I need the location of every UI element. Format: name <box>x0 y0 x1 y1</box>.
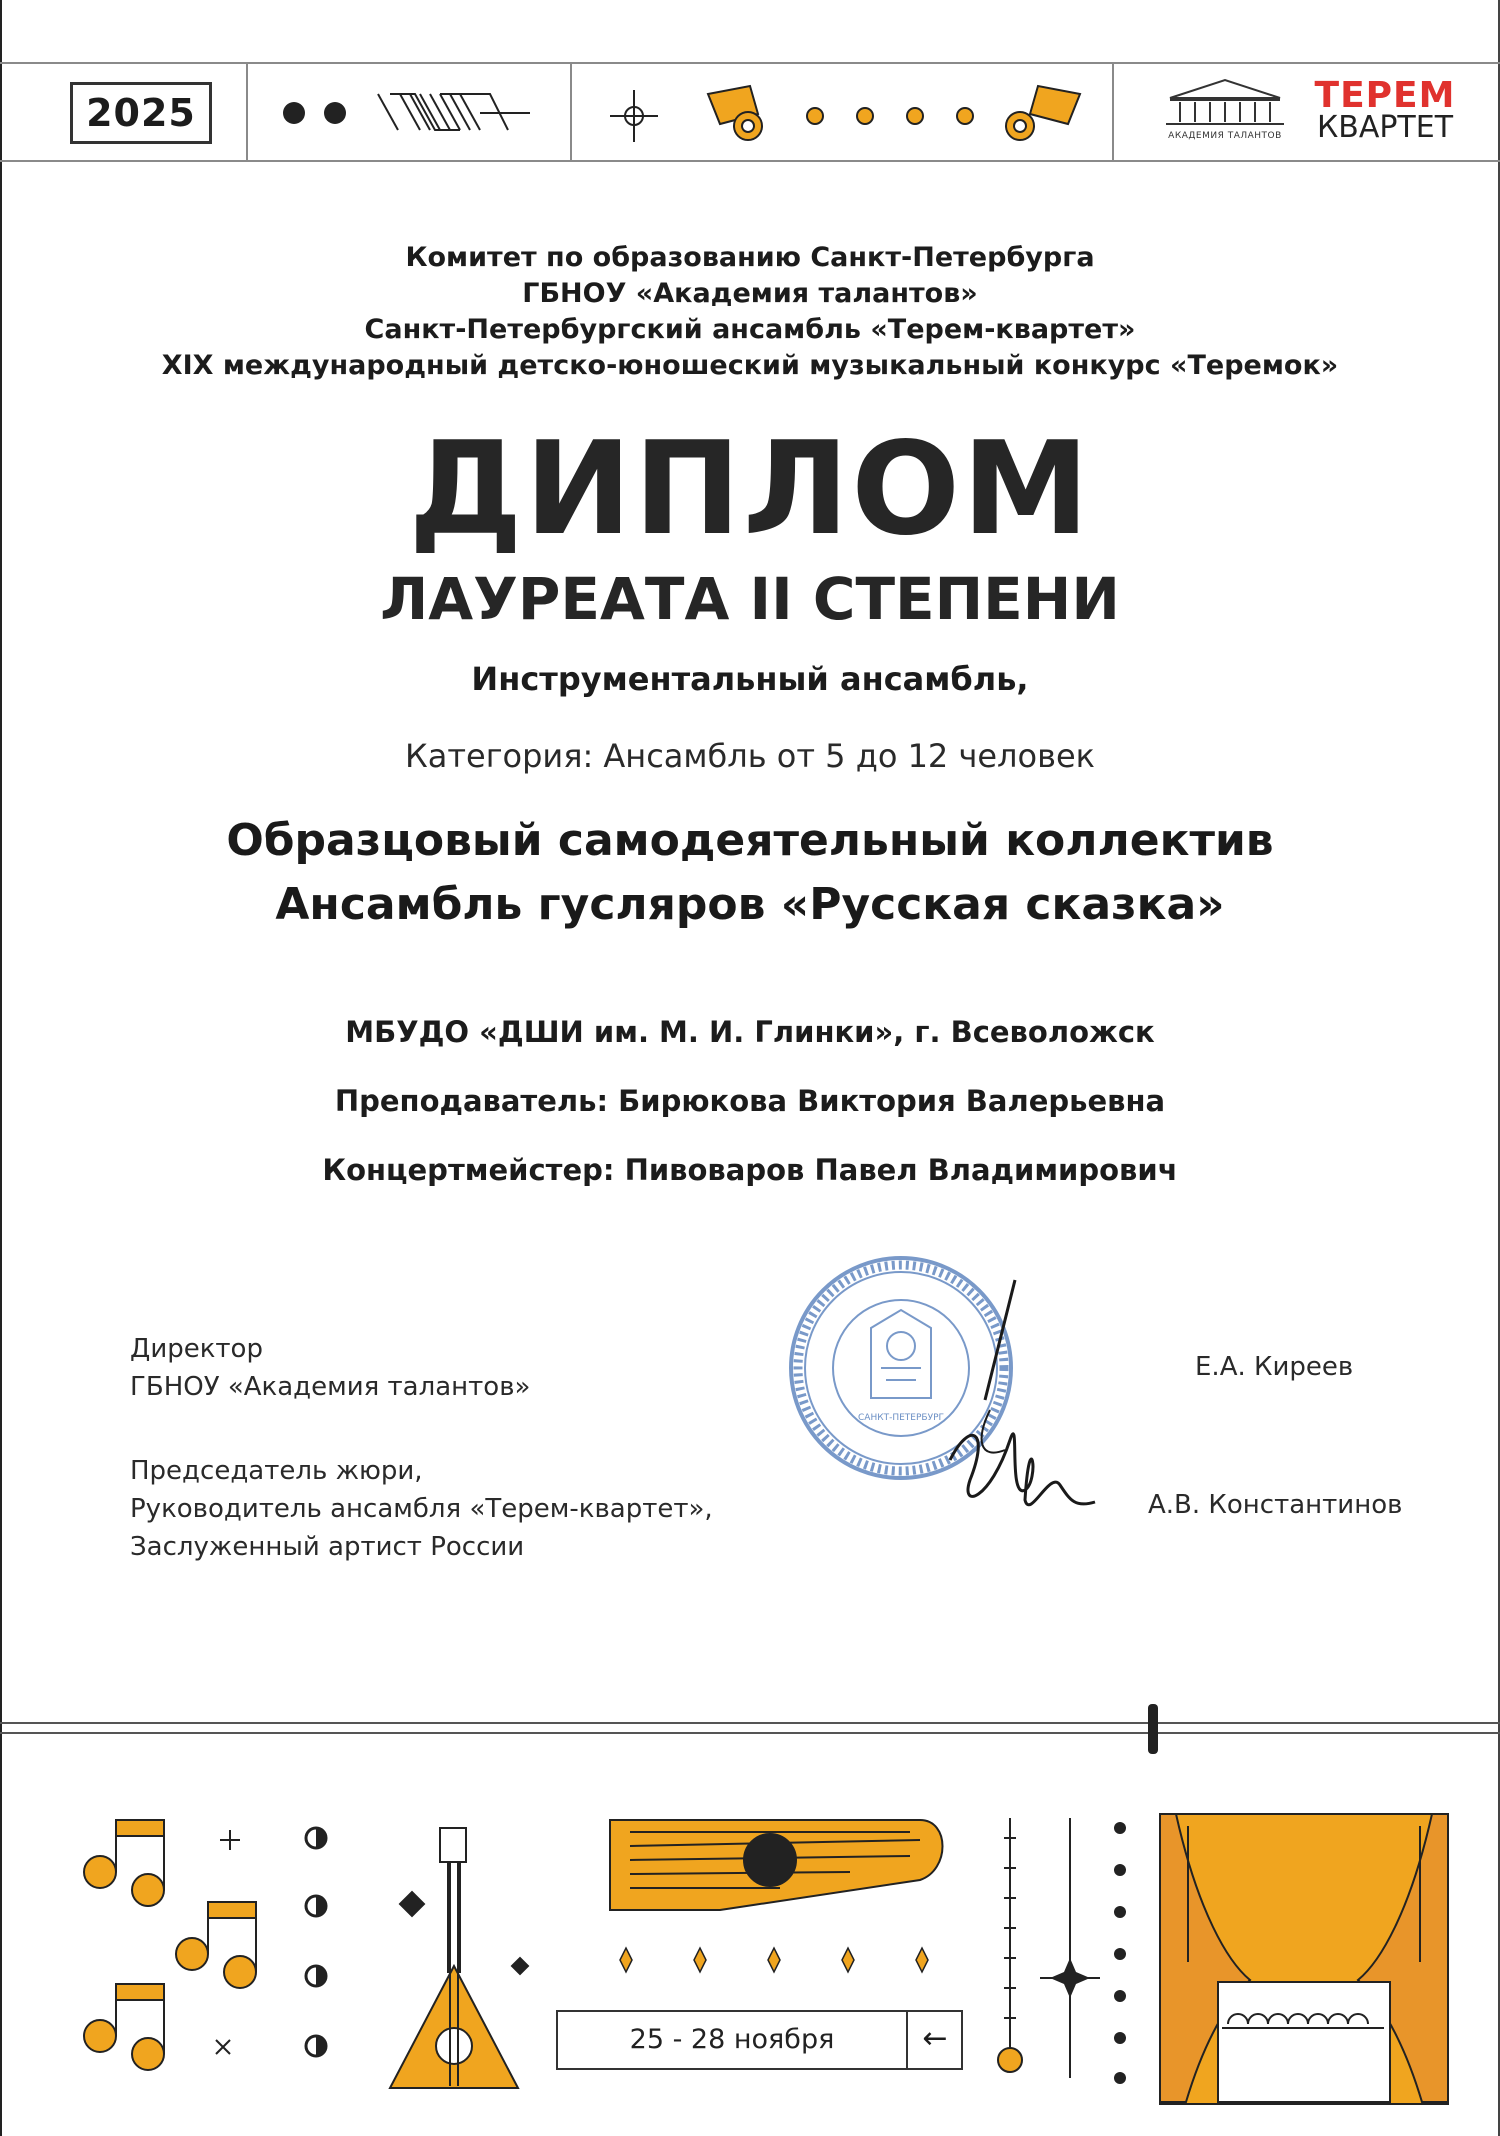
terem-logo-line1: ТЕРЕМ <box>1314 75 1456 116</box>
jury-label: Руководитель ансамбля «Терем-квартет», <box>130 1494 713 1524</box>
jury-name: А.В. Константинов <box>1148 1490 1403 1520</box>
signature-icon <box>930 1270 1120 1580</box>
header-pattern-icon <box>280 86 540 142</box>
header-divider <box>1112 62 1114 162</box>
metronome-icon <box>990 1808 1150 2108</box>
dates-box <box>556 2010 963 2070</box>
terem-logo-line2: КВАРТЕТ <box>1316 110 1454 145</box>
organizer-line: XIX международный детско-юношеский музыкальный конкурс «Теремок» <box>161 350 1339 381</box>
footer-line <box>0 1722 1500 1724</box>
dates-separator <box>906 2012 908 2068</box>
nomination: Инструментальный ансамбль, <box>471 660 1029 698</box>
category: Категория: Ансамбль от 5 до 12 человек <box>405 737 1095 775</box>
director-name: Е.А. Киреев <box>1195 1352 1354 1382</box>
footer-marker <box>1148 1704 1158 1754</box>
stamp-caption: САНКТ-ПЕТЕРБУРГ <box>858 1413 944 1423</box>
recipient-line1: Образцовый самодеятельный коллектив <box>226 815 1274 866</box>
dots-column-icon <box>296 1818 336 2078</box>
balalaika-icon <box>370 1816 550 2106</box>
director-label: ГБНОУ «Академия талантов» <box>130 1372 531 1402</box>
footer-line <box>0 1732 1500 1734</box>
jury-label: Председатель жюри, <box>130 1456 423 1486</box>
year-badge: 2025 <box>70 82 212 144</box>
header-divider <box>246 62 248 162</box>
accompanist: Концертмейстер: Пивоваров Павел Владимирович <box>322 1153 1178 1187</box>
director-label: Директор <box>130 1334 263 1364</box>
header-spotlights-icon <box>610 84 1110 150</box>
diploma-title: ДИПЛОМ <box>408 415 1092 564</box>
academy-logo-caption: АКАДЕМИЯ ТАЛАНТОВ <box>1168 131 1282 141</box>
diploma-subtitle: ЛАУРЕАТА II СТЕПЕНИ <box>380 565 1120 633</box>
organizer-line: Санкт-Петербургский ансамбль «Терем-квартет» <box>364 314 1136 345</box>
gusli-icon <box>590 1810 960 2000</box>
school: МБУДО «ДШИ им. М. И. Глинки», г. Всеволожск <box>345 1015 1155 1049</box>
recipient-line2: Ансамбль гусляров «Русская сказка» <box>275 879 1225 930</box>
back-arrow-icon[interactable]: ← <box>922 2021 948 2056</box>
jury-label: Заслуженный артист России <box>130 1532 525 1562</box>
organizer-line: ГБНОУ «Академия талантов» <box>522 278 978 309</box>
header-top-line <box>0 62 1500 64</box>
event-dates: 25 - 28 ноября <box>629 2024 835 2055</box>
theatre-stage-icon <box>1158 1812 1450 2108</box>
organizer-line: Комитет по образованию Санкт-Петербурга <box>405 242 1095 273</box>
header-bottom-line <box>0 160 1500 162</box>
header-divider <box>570 62 572 162</box>
teacher: Преподаватель: Бирюкова Виктория Валерьевна <box>334 1084 1166 1118</box>
